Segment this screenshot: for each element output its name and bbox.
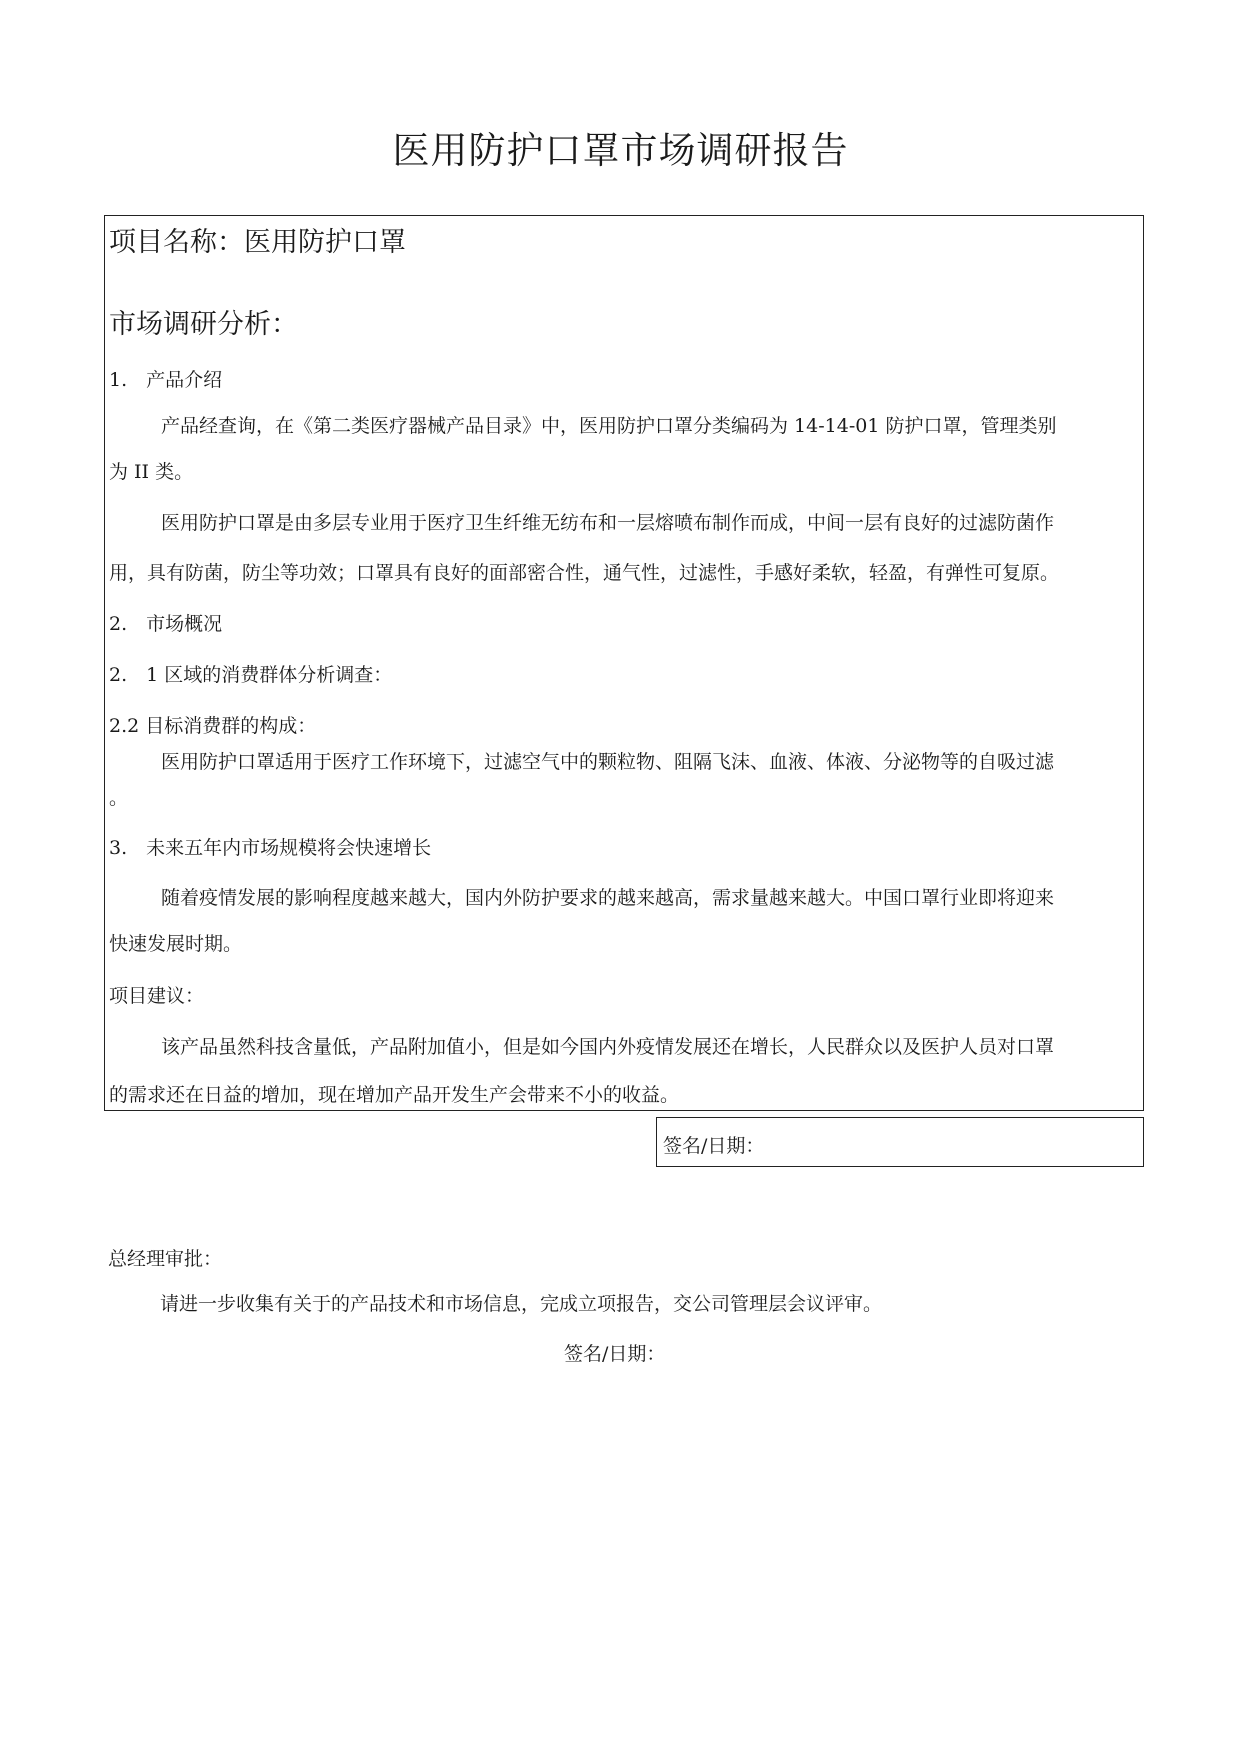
- section-3-para-line-1: 随着疫情发展的影响程度越来越大，国内外防护要求的越来越高，需求量越来越大。中国口罩行业即将迎来: [161, 887, 1055, 909]
- section-2-2-heading: 2.2 目标消费群的构成：: [109, 715, 317, 737]
- signature-box: [656, 1117, 1144, 1167]
- section-1-para-2-line-2: 用，具有防菌，防尘等功效；口罩具有良好的面部密合性，通气性，过滤性，手感好柔软，轻盈，有弹性可复原。: [109, 562, 1060, 584]
- suggestion-heading: 项目建议：: [109, 985, 205, 1007]
- page-title: 医用防护口罩市场调研报告: [392, 129, 849, 172]
- section-1-heading: 1. 产品介绍: [109, 369, 223, 391]
- section-1-para-2-line-1: 医用防护口罩是由多层专业用于医疗卫生纤维无纺布和一层熔喷布制作而成，中间一层有良好的过滤防菌作: [161, 512, 1055, 534]
- suggestion-para-line-1: 该产品虽然科技含量低，产品附加值小，但是如今国内外疫情发展还在增长，人民群众以及医护人员对口罩: [161, 1036, 1055, 1058]
- section-1-para-1-line-1: 产品经查询，在《第二类医疗器械产品目录》中，医用防护口罩分类编码为 14-14-01 防护口罩，管理类别: [161, 415, 1057, 437]
- suggestion-para-line-2: 的需求还在日益的增加，现在增加产品开发生产会带来不小的收益。: [109, 1084, 680, 1106]
- section-1-para-1-line-2: 为 II 类。: [109, 461, 194, 483]
- section-3-para-line-2: 快速发展时期。: [109, 933, 243, 955]
- analysis-heading: 市场调研分析：: [109, 309, 298, 340]
- approval-heading: 总经理审批：: [108, 1248, 223, 1270]
- section-2-2-para-line-1: 医用防护口罩适用于医疗工作环境下，过滤空气中的颗粒物、阻隔飞沫、血液、体液、分泌物等的自吸过滤: [161, 751, 1055, 773]
- approval-text: 请进一步收集有关于的产品技术和市场信息，完成立项报告，交公司管理层会议评审。: [160, 1293, 883, 1315]
- approval-signature-label: 签名/日期：: [564, 1343, 666, 1365]
- section-2-1-heading: 2. 1 区域的消费群体分析调查：: [109, 664, 393, 686]
- section-2-2-para-line-2: 。: [109, 787, 129, 809]
- report-box: [104, 215, 1144, 1111]
- signature-date-label: 签名/日期：: [663, 1135, 765, 1157]
- section-3-heading: 3. 未来五年内市场规模将会快速增长: [109, 837, 432, 859]
- section-2-heading: 2. 市场概况: [109, 613, 223, 635]
- project-name: 项目名称：医用防护口罩: [109, 227, 406, 258]
